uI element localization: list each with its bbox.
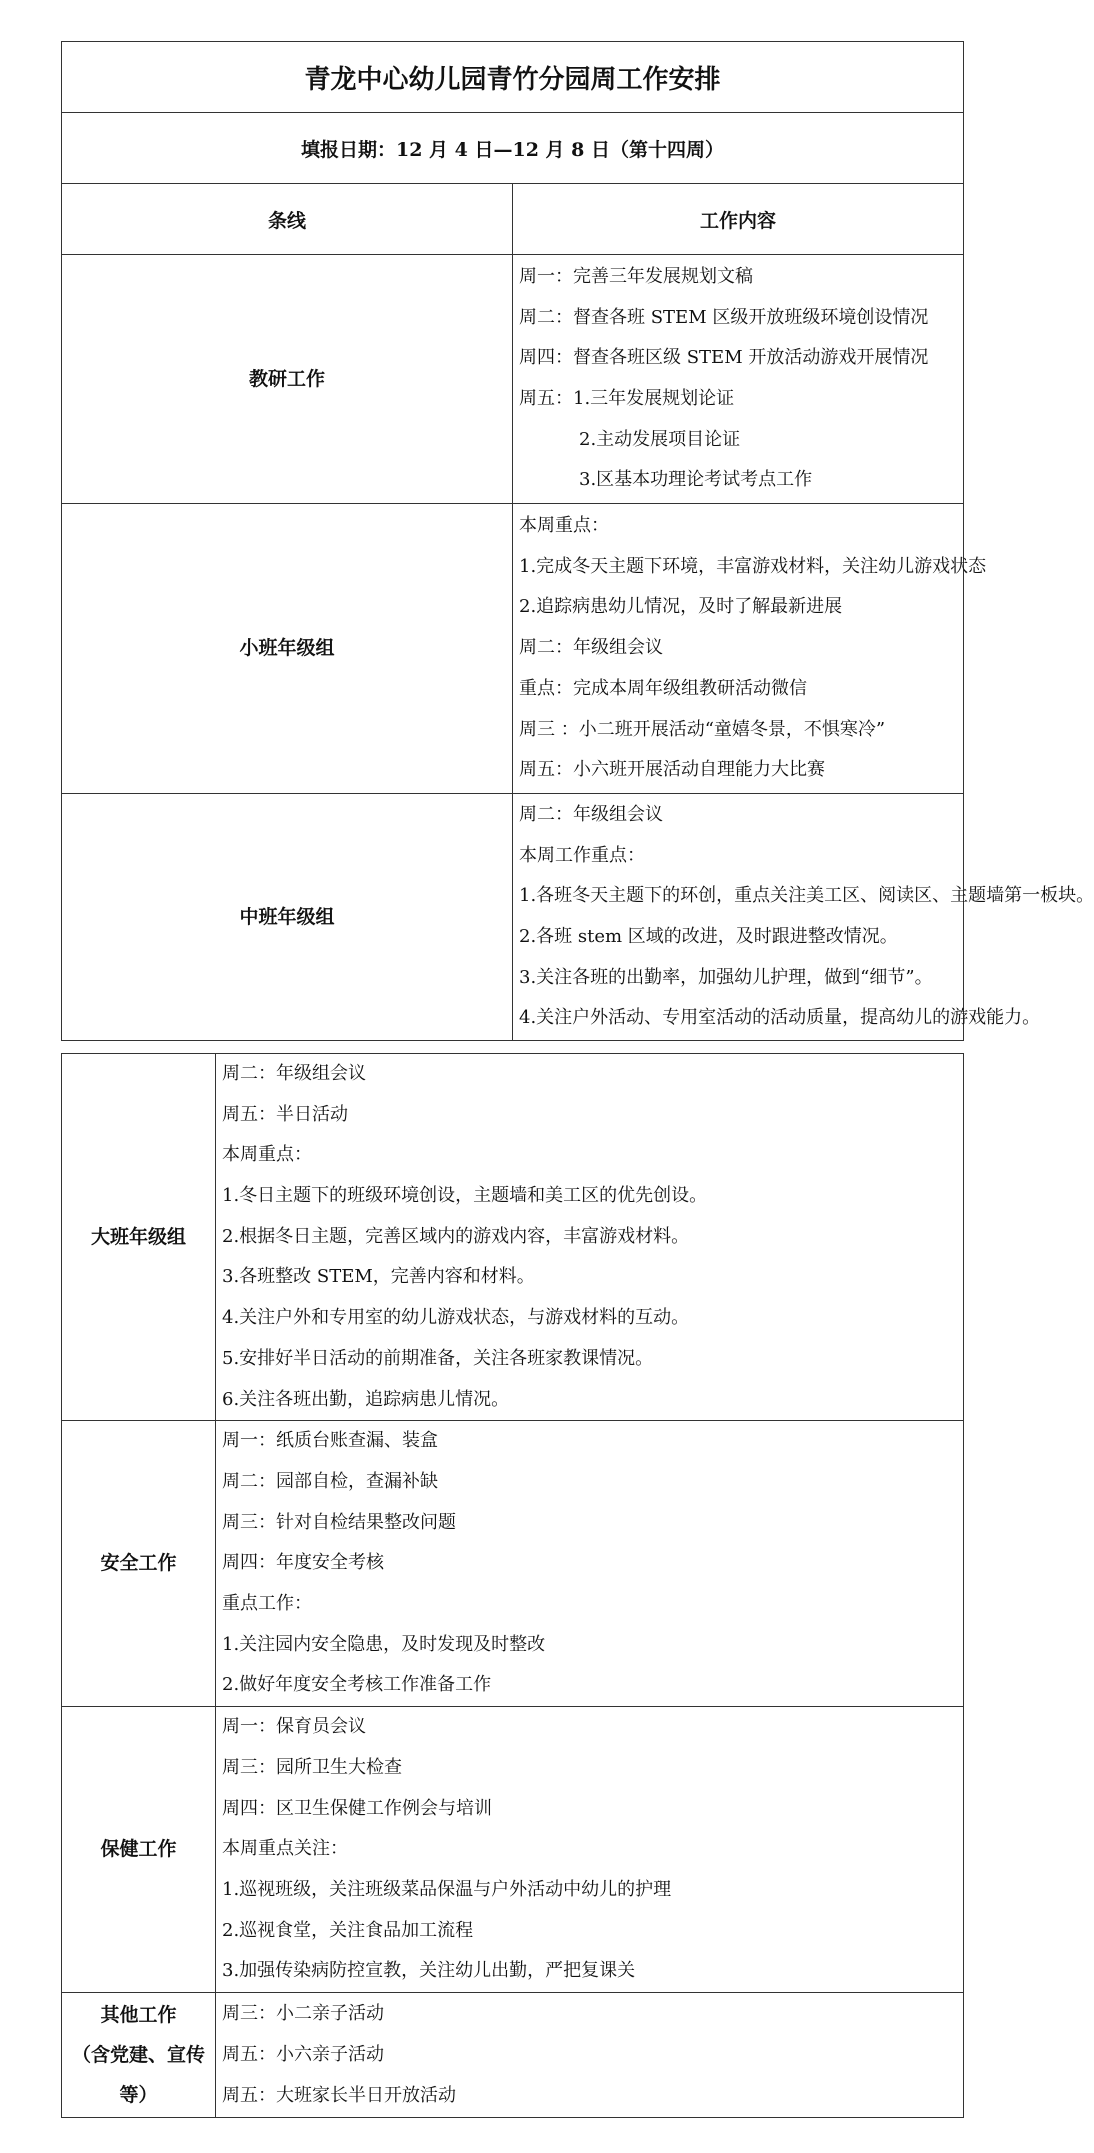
content-line: 周二：年级组会议 xyxy=(519,637,663,659)
content-line: 5.安排好半日活动的前期准备，关注各班家教课情况。 xyxy=(222,1347,654,1369)
section-row xyxy=(62,1421,964,1707)
page-title: 青龙中心幼儿园青竹分园周工作安排 xyxy=(62,42,964,113)
section-category: 大班年级组 xyxy=(62,1054,216,1421)
section-category: 中班年级组 xyxy=(62,794,513,1041)
content-line: 2.巡视食堂，关注食品加工流程 xyxy=(222,1919,474,1941)
content-line: 周五：半日活动 xyxy=(222,1103,348,1125)
content-line: 本周重点： xyxy=(222,1144,312,1166)
content-line: 周三 ：小二班开展活动“童嬉冬景，不惧寒冷” xyxy=(519,718,886,740)
content-line: 1.各班冬天主题下的环创，重点关注美工区、阅读区、主题墙第一板块。 xyxy=(519,885,1094,907)
content-line: 本周重点关注： xyxy=(222,1838,348,1860)
section-category: 小班年级组 xyxy=(62,504,513,794)
section-content xyxy=(216,1054,964,1421)
content-line: 周五：大班家长半日开放活动 xyxy=(222,2084,456,2106)
content-line: 周一：纸质台账查漏、装盒 xyxy=(222,1430,438,1452)
content-line: 2.各班 stem 区域的改进，及时跟进整改情况。 xyxy=(519,926,898,947)
content-line: 2.根据冬日主题，完善区域内的游戏内容，丰富游戏材料。 xyxy=(222,1225,690,1247)
section-content xyxy=(513,794,1094,1041)
content-line: 1.冬日主题下的班级环境创设，主题墙和美工区的优先创设。 xyxy=(222,1185,708,1207)
content-line: 周二：园部自检，查漏补缺 xyxy=(222,1470,438,1492)
schedule-table-top xyxy=(61,41,1094,1041)
content-line: 2.主动发展项目论证 xyxy=(579,428,741,450)
content-line: 3.关注各班的出勤率，加强幼儿护理，做到“细节”。 xyxy=(519,966,933,988)
content-line: 周三：园所卫生大检查 xyxy=(222,1756,402,1778)
content-line: 周四：区卫生保健工作例会与培训 xyxy=(222,1797,492,1819)
content-line: 3.区基本功理论考试考点工作 xyxy=(579,469,813,491)
content-line: 周四：督查各班区级 STEM 开放活动游戏开展情况 xyxy=(519,347,929,369)
section-category: 教研工作 xyxy=(62,255,513,504)
section-content xyxy=(513,504,987,794)
content-line: 1.完成冬天主题下环境，丰富游戏材料，关注幼儿游戏状态 xyxy=(519,555,987,577)
content-line: 2.做好年度安全考核工作准备工作 xyxy=(222,1674,492,1696)
content-line: 1.关注园内安全隐患，及时发现及时整改 xyxy=(222,1633,546,1655)
content-line: 3.加强传染病防控宣教，关注幼儿出勤，严把复课关 xyxy=(222,1960,636,1982)
content-line: 周三：针对自检结果整改问题 xyxy=(222,1511,456,1533)
content-line: 重点工作： xyxy=(222,1593,312,1615)
content-line: 周五：小六班开展活动自理能力大比赛 xyxy=(519,759,825,781)
content-line: 4.关注户外和专用室的幼儿游戏状态，与游戏材料的互动。 xyxy=(222,1307,690,1329)
schedule-table-bottom xyxy=(61,1053,964,2118)
content-line: 周四：年度安全考核 xyxy=(222,1552,384,1574)
section-row xyxy=(62,255,964,504)
content-line: 重点：完成本周年级组教研活动微信 xyxy=(519,677,807,699)
content-line: 6.关注各班出勤，追踪病患儿情况。 xyxy=(222,1388,510,1410)
content-line: 周一：完善三年发展规划文稿 xyxy=(519,265,753,287)
category-line: （含党建、宣传 xyxy=(71,2044,205,2067)
content-line: 4.关注户外活动、专用室活动的活动质量，提高幼儿的游戏能力。 xyxy=(519,1007,1041,1029)
content-line: 周三：小二亲子活动 xyxy=(222,2003,384,2025)
section-row xyxy=(62,504,964,794)
section-category: 安全工作 xyxy=(62,1421,216,1707)
category-line: 等） xyxy=(119,2084,158,2107)
content-line: 周一：保育员会议 xyxy=(222,1716,366,1738)
content-line: 本周重点： xyxy=(519,515,609,537)
section-row xyxy=(62,1707,964,1993)
content-line: 2.追踪病患幼儿情况，及时了解最新进展 xyxy=(519,596,843,618)
section-row xyxy=(62,1993,964,2118)
section-row xyxy=(62,794,964,1041)
category-line: 其他工作 xyxy=(100,2004,177,2027)
section-category: 保健工作 xyxy=(62,1707,216,1993)
column-header-category: 条线 xyxy=(62,184,513,255)
section-content xyxy=(513,255,964,504)
content-line: 周二：年级组会议 xyxy=(222,1063,366,1084)
report-date: 填报日期：12 月 4 日—12 月 8 日（第十四周） xyxy=(62,113,964,184)
column-header-content: 工作内容 xyxy=(513,184,964,255)
content-line: 周二：年级组会议 xyxy=(519,803,663,825)
section-row xyxy=(62,1054,964,1421)
content-line: 周五：小六亲子活动 xyxy=(222,2043,384,2065)
section-content xyxy=(216,1707,964,1993)
content-line: 本周工作重点： xyxy=(519,844,645,866)
section-content xyxy=(216,1993,964,2118)
content-line: 3.各班整改 STEM，完善内容和材料。 xyxy=(222,1266,535,1288)
section-category xyxy=(62,1993,216,2118)
content-line: 周二：督查各班 STEM 区级开放班级环境创设情况 xyxy=(519,306,929,328)
content-line: 周五：1.三年发展规划论证 xyxy=(519,388,735,409)
content-line: 1.巡视班级，关注班级菜品保温与户外活动中幼儿的护理 xyxy=(222,1879,672,1901)
section-content xyxy=(216,1421,964,1707)
